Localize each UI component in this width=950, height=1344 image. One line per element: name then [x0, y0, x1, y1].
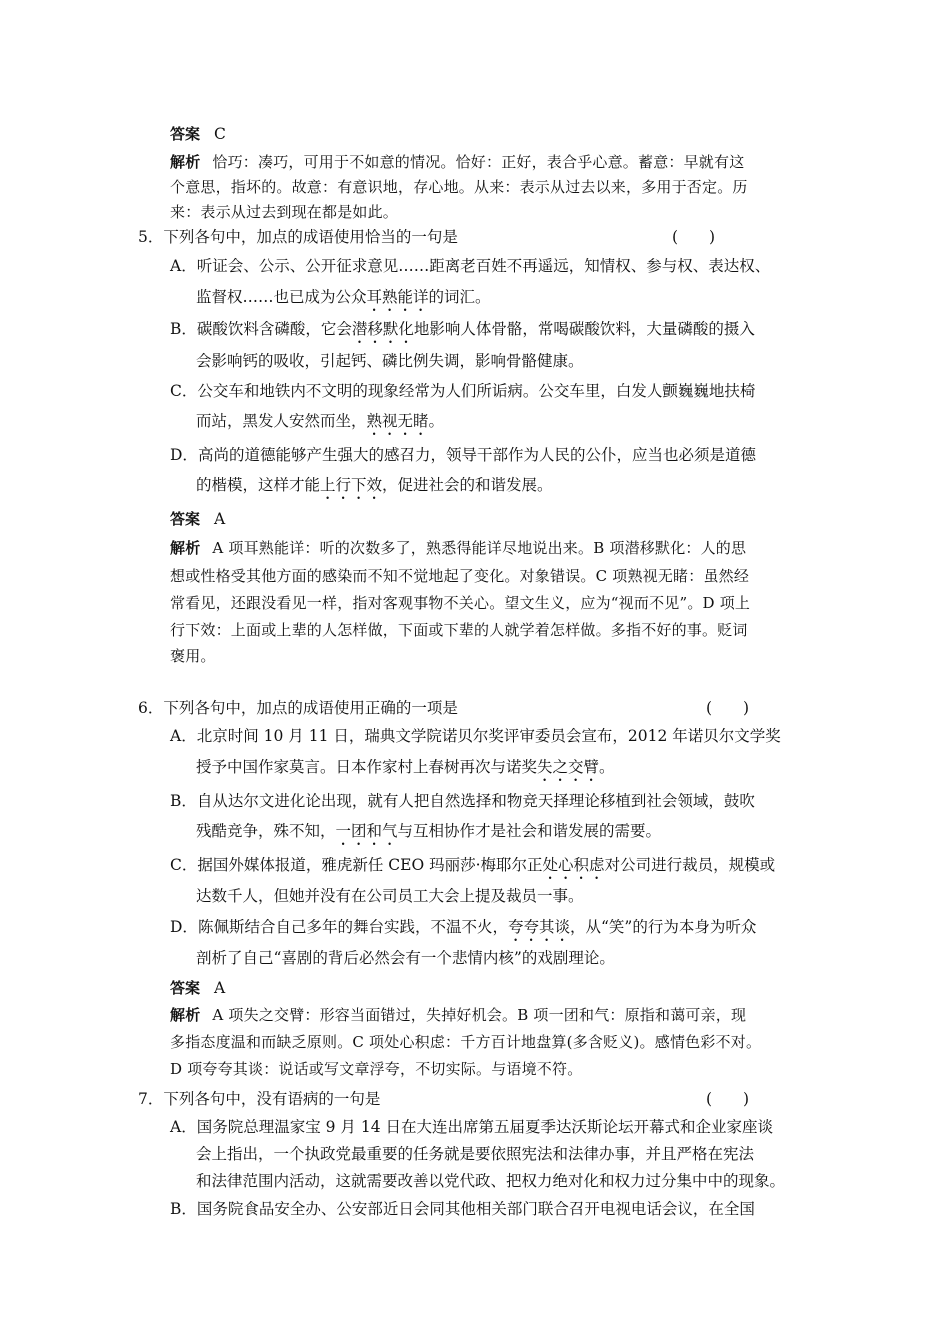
dotted-idiom: 夸夸其谈	[507, 918, 570, 936]
q5-analysis-line: 褒用。	[170, 647, 216, 665]
option-label: D．	[170, 446, 198, 464]
analysis-label: 解析	[170, 1006, 201, 1024]
q5-option-b	[170, 318, 755, 340]
analysis-text: A 项失之交臂：形容当面错过，失掉好机会。B 项一团和气：原指和蔼可亲，现	[212, 1006, 747, 1024]
q6-option-d-line2: 剖析了自己“喜剧的背后必然会有一个悲情内核”的戏剧理论。	[196, 949, 615, 967]
q6-analysis-line: 多指态度温和而缺乏原则。C 项处心积虑：千方百计地盘算(多含贬义)。感情色彩不对。	[170, 1033, 762, 1051]
analysis-label: 解析	[170, 539, 201, 557]
dotted-idiom: 潜移默化	[351, 320, 414, 338]
option-text: 据国外媒体报道，雅虎新任 CEO 玛丽莎·梅耶尔正	[197, 856, 543, 874]
q5-analysis-line: 想或性格受其他方面的感染而不知不觉地起了变化。对象错误。C 项熟视无睹：虽然经	[170, 567, 750, 585]
analysis-text: A 项耳熟能详：听的次数多了，熟悉得能详尽地说出来。B 项潜移默化：人的思	[212, 539, 747, 557]
answer-value: C	[214, 125, 226, 143]
q5-answer-blank: ( )	[672, 228, 716, 246]
option-text: 的词汇。	[428, 288, 491, 306]
dotted-idiom: 上行下效	[320, 476, 383, 494]
q6-option-b-line2	[196, 820, 661, 842]
q6-option-d	[170, 916, 756, 938]
analysis-label: 解析	[170, 153, 201, 171]
option-text: ，促进社会的和谐发展。	[382, 476, 553, 494]
option-text: 。	[428, 412, 445, 430]
q5-option-c-line2	[196, 410, 444, 432]
answer-label: 答案	[170, 125, 201, 143]
q6-option-a-line2	[196, 756, 615, 778]
q6-option-b	[170, 790, 755, 812]
option-text: 。	[599, 758, 615, 776]
option-label: B．	[170, 1200, 197, 1218]
option-text: 国务院食品安全办、公安部近日会同其他相关部门联合召开电视电话会议，在全国	[196, 1200, 755, 1218]
option-text: 地影响人体骨骼，常喝碳酸饮料，大量磷酸的摄入	[413, 320, 755, 338]
option-text: 对公司进行裁员，规模或	[604, 856, 776, 874]
option-label: A．	[170, 727, 197, 745]
option-text: 自从达尔文进化论出现，就有人把自然选择和物竞天择理论移植到社会领域，鼓吹	[196, 792, 755, 810]
option-label: B．	[170, 792, 197, 810]
q7-answer-blank: ( )	[706, 1090, 750, 1108]
dotted-idiom: 一团和气	[335, 822, 398, 840]
option-label: C．	[170, 856, 198, 874]
q5-answer	[170, 508, 225, 530]
q6-analysis-line	[170, 1004, 746, 1026]
q7-option-b	[170, 1198, 755, 1220]
q5-option-a-line2	[196, 286, 491, 308]
question-number: 6．	[138, 699, 164, 717]
q5-analysis-line: 行下效：上面或上辈的人怎样做，下面或下辈的人就学着怎样做。多指不好的事。贬词	[170, 621, 748, 639]
option-text: 与互相协作才是社会和谐发展的需要。	[397, 822, 662, 840]
q5-option-c	[170, 380, 755, 402]
q4-analysis-line: 来：表示从过去到现在都是如此。	[170, 203, 399, 221]
q5-option-a	[170, 255, 770, 277]
option-label: D．	[170, 918, 198, 936]
option-text: 授予中国作家莫言。日本作家村上春树再次与诺奖	[196, 758, 538, 776]
question-number: 5．	[138, 228, 164, 246]
q7-stem	[138, 1088, 380, 1110]
answer-label: 答案	[170, 979, 201, 997]
q6-answer	[170, 977, 225, 999]
option-text: 陈佩斯结合自己多年的舞台实践，不温不火，	[197, 918, 508, 936]
q4-answer	[170, 123, 226, 145]
q5-stem	[138, 226, 458, 248]
question-stem: 下列各句中，没有语病的一句是	[163, 1090, 381, 1108]
q5-analysis-line	[170, 537, 746, 559]
option-text: 而站，黑发人安然而坐，	[196, 412, 367, 430]
q6-analysis-line: D 项夸夸其谈：说话或写文章浮夸，不切实际。与语境不符。	[170, 1060, 583, 1078]
question-stem: 下列各句中，加点的成语使用恰当的一句是	[163, 228, 458, 246]
q7-option-a-line3: 和法律范围内活动，这就需要改善以党代政、把权力绝对化和权力过分集中中的现象。	[196, 1172, 786, 1190]
option-text: ，从“笑”的行为本身为听众	[569, 918, 757, 936]
q7-option-a-line2: 会上指出，一个执政党最重要的任务就是要依照宪法和法律办事，并且严格在宪法	[196, 1145, 755, 1163]
answer-label: 答案	[170, 510, 201, 528]
question-number: 7．	[138, 1090, 164, 1108]
q6-option-a	[170, 725, 781, 747]
q4-analysis-line	[170, 151, 744, 173]
q7-option-a	[170, 1116, 773, 1138]
q5-option-d	[170, 444, 756, 466]
option-text: 公交车和地铁内不文明的现象经常为人们所诟病。公交车里，白发人颤巍巍地扶椅	[197, 382, 756, 400]
q5-option-b-line2: 会影响钙的吸收，引起钙、磷比例失调，影响骨骼健康。	[196, 352, 584, 370]
option-label: B．	[170, 320, 197, 338]
q5-option-d-line2	[196, 474, 553, 496]
option-text: 国务院总理温家宝 9 月 14 日在大连出席第五届夏季达沃斯论坛开幕式和企业家座谈	[196, 1118, 773, 1136]
option-label: C．	[170, 382, 198, 400]
option-text: 的楷模，这样才能	[196, 476, 321, 494]
dotted-idiom: 处心积虑	[542, 856, 605, 874]
option-text: 高尚的道德能够产生强大的感召力，领导干部作为人民的公仆，应当也必须是道德	[197, 446, 756, 464]
q6-answer-blank: ( )	[706, 699, 750, 717]
q6-option-c	[170, 854, 775, 876]
q5-analysis-line: 常看见，还跟没看见一样，指对客观事物不关心。望文生义，应为“视而不见”。D 项上	[170, 594, 751, 612]
q6-stem	[138, 697, 458, 719]
option-label: A．	[170, 1118, 197, 1136]
dotted-idiom: 熟视无睹	[366, 412, 429, 430]
analysis-text: 恰巧：凑巧，可用于不如意的情况。恰好：正好，表合乎心意。蓄意：早就有这	[212, 153, 745, 171]
option-text: 碳酸饮料含磷酸，它会	[196, 320, 352, 338]
question-stem: 下列各句中，加点的成语使用正确的一项是	[163, 699, 458, 717]
option-text: 残酷竞争，殊不知，	[196, 822, 336, 840]
answer-value: A	[214, 510, 226, 528]
option-text: 听证会、公示、公开征求意见……距离老百姓不再遥远，知情权、参与权、表达权、	[196, 257, 771, 275]
dotted-idiom: 失之交臂	[537, 758, 600, 776]
q6-option-c-line2: 达数千人，但她并没有在公司员工大会上提及裁员一事。	[196, 887, 584, 905]
dotted-idiom: 耳熟能详	[366, 288, 429, 306]
answer-value: A	[214, 979, 226, 997]
option-label: A．	[170, 257, 197, 275]
option-text: 监督权……也已成为公众	[196, 288, 367, 306]
option-text: 北京时间 10 月 11 日，瑞典文学院诺贝尔奖评审委员会宣布，2012 年诺贝尔文学奖	[196, 727, 781, 745]
q4-analysis-line: 个意思，指坏的。故意：有意识地，存心地。从来：表示从过去以来，多用于否定。历	[170, 178, 748, 196]
